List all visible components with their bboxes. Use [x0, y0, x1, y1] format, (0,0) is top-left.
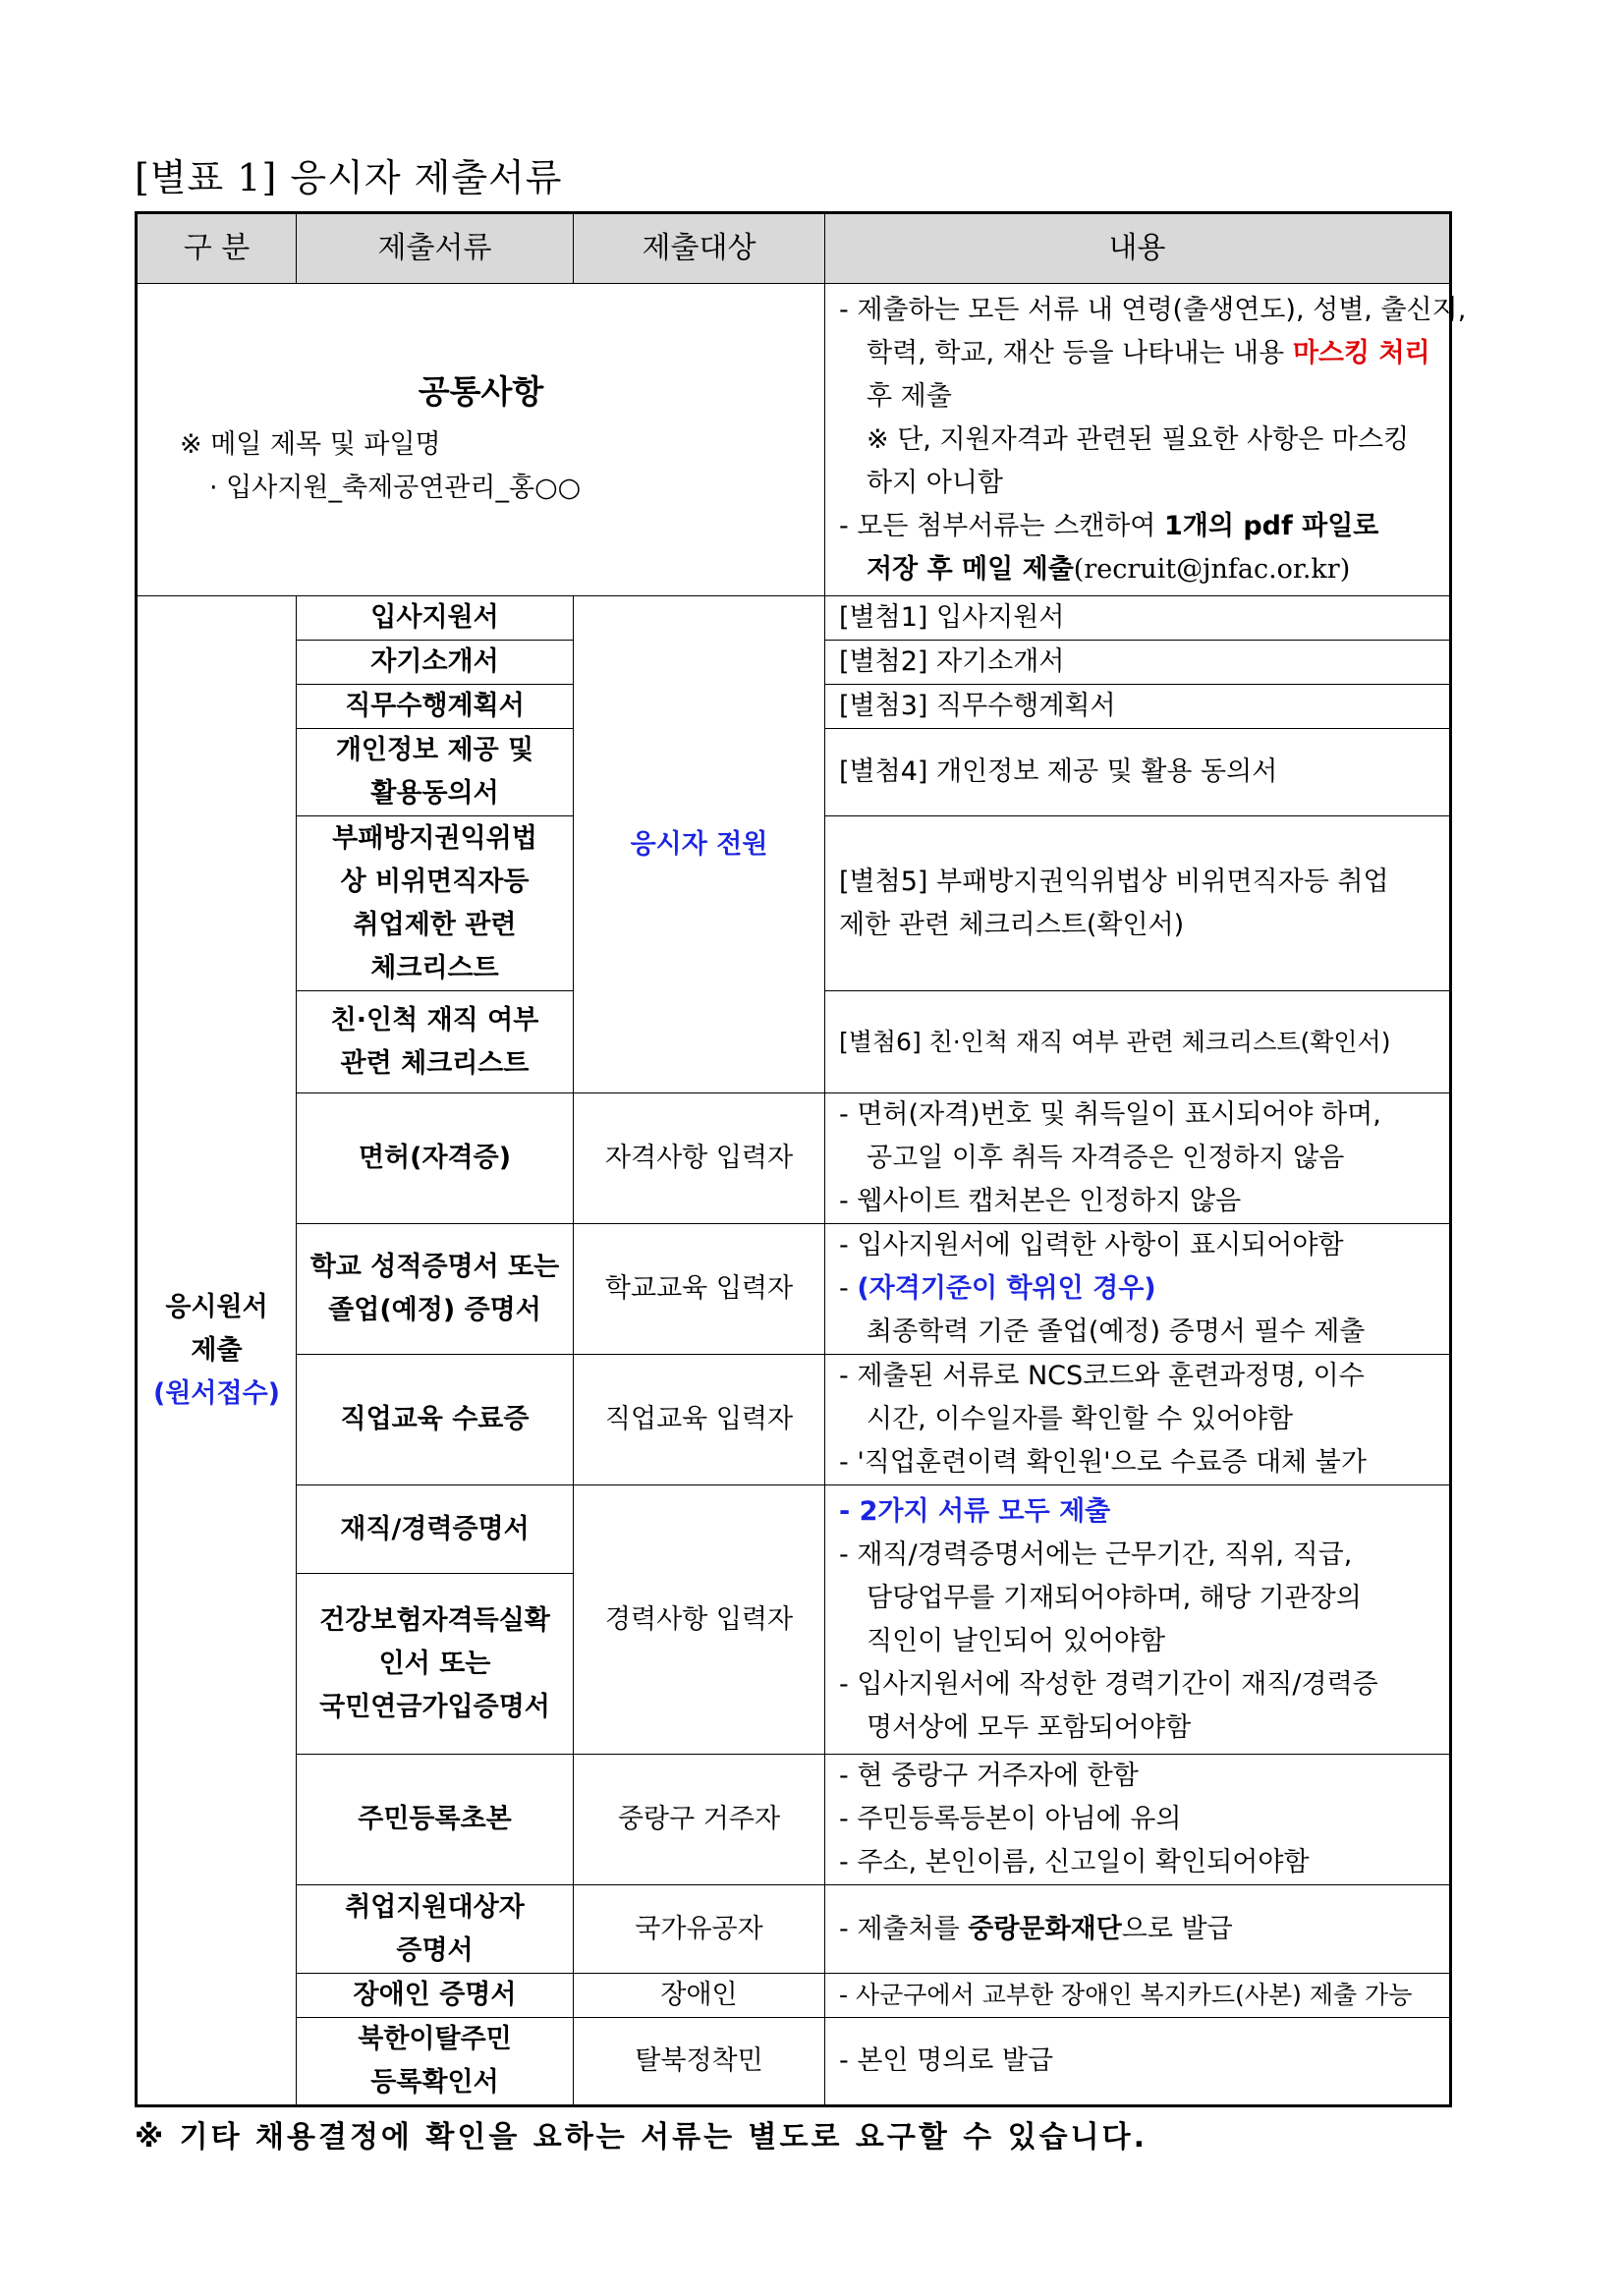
doc-name: 면허(자격증)	[297, 1093, 574, 1224]
common-content-line: 하지 아니함	[867, 467, 1003, 498]
doc-content: [별첨5] 부패방지권익위법상 비위면직자등 취업 제한 관련 체크리스트(확인서)	[825, 816, 1451, 991]
doc-target: 탈북정착민	[574, 2018, 825, 2106]
doc-content: [별첨3] 직무수행계획서	[825, 685, 1451, 729]
doc-name: 친·인척 재직 여부 관련 체크리스트	[297, 991, 574, 1093]
doc-name: 장애인 증명서	[297, 1974, 574, 2018]
doc-target: 중랑구 거주자	[574, 1755, 825, 1885]
common-content-line: - 제출하는 모든 서류 내 연령(출생연도), 성별, 출신지,	[839, 294, 1467, 325]
doc-content: - 면허(자격)번호 및 취득일이 표시되어야 하며, 공고일 이후 취득 자격증은 인정하지 않음 - 웹사이트 캡처본은 인정하지 않음	[825, 1093, 1451, 1224]
doc-content: [별첨2] 자기소개서	[825, 641, 1451, 685]
degree-condition-highlight: (자격기준이 학위인 경우)	[857, 1273, 1156, 1304]
category-label: 제출	[191, 1334, 243, 1366]
header-category: 구 분	[137, 213, 297, 284]
doc-target: 경력사항 입력자	[574, 1485, 825, 1755]
doc-name: 자기소개서	[297, 641, 574, 685]
doc-name: 주민등록초본	[297, 1755, 574, 1885]
doc-target: 학교교육 입력자	[574, 1224, 825, 1355]
doc-name: 직업교육 수료증	[297, 1355, 574, 1485]
table-header-row	[137, 213, 1451, 284]
doc-content: [별첨6] 친·인척 재직 여부 관련 체크리스트(확인서)	[825, 991, 1451, 1093]
common-title: 공통사항	[418, 371, 544, 411]
common-content-line: 학력, 학교, 재산 등을 나타내는 내용 마스킹 처리	[867, 337, 1430, 368]
table-row	[137, 1755, 1451, 1885]
footnote: ※ 기타 채용결정에 확인을 요하는 서류는 별도로 요구할 수 있습니다.	[135, 2120, 1148, 2155]
doc-target: 자격사항 입력자	[574, 1093, 825, 1224]
doc-content: - 제출된 서류로 NCS코드와 훈련과정명, 이수 시간, 이수일자를 확인할 수 있어야함 - '직업훈련이력 확인원'으로 수료증 대체 불가	[825, 1355, 1451, 1485]
both-docs-required-highlight: - 2가지 서류 모두 제출	[839, 1495, 1111, 1527]
common-content-line: 저장 후 메일 제출(recruit@jnfac.or.kr)	[867, 553, 1351, 585]
email-address: (recruit@jnfac.or.kr)	[1073, 553, 1351, 585]
table-row	[137, 1355, 1451, 1485]
common-note-filename: · 입사지원_축제공연관리_홍○○	[209, 472, 582, 503]
target-all-applicants: 응시자 전원	[574, 596, 825, 1093]
doc-target: 국가유공자	[574, 1885, 825, 1974]
doc-content: - 2가지 서류 모두 제출 - 재직/경력증명서에는 근무기간, 직위, 직급, 담당업무를 기재되어야하며, 해당 기관장의 직인이 날인되어 있어야함 - 입사지원서에 작성한 경력기간이 재직/경력증 명서상에 모두 포함되어야함	[825, 1485, 1451, 1755]
common-note-mail: ※ 메일 제목 및 파일명	[180, 428, 441, 460]
masking-highlight: 마스킹 처리	[1292, 337, 1430, 368]
common-content-line: - 모든 첨부서류는 스캔하여 1개의 pdf 파일로	[839, 510, 1379, 541]
doc-name: 건강보험자격득실확 인서 또는 국민연금가입증명서	[297, 1574, 574, 1755]
doc-content: - 본인 명의로 발급	[825, 2018, 1451, 2106]
table-row	[137, 2018, 1451, 2106]
doc-name: 입사지원서	[297, 596, 574, 641]
table-row	[137, 596, 1451, 641]
page-title: [별표 1] 응시자 제출서류	[135, 156, 563, 199]
table-row	[137, 1485, 1451, 1574]
category-label: 응시원서	[165, 1291, 268, 1322]
doc-name: 학교 성적증명서 또는 졸업(예정) 증명서	[297, 1224, 574, 1355]
doc-target: 장애인	[574, 1974, 825, 2018]
doc-name: 직무수행계획서	[297, 685, 574, 729]
doc-name: 북한이탈주민 등록확인서	[297, 2018, 574, 2106]
common-row	[137, 284, 1451, 596]
header-document: 제출서류	[297, 213, 574, 284]
table-row	[137, 1224, 1451, 1355]
doc-name: 개인정보 제공 및 활용동의서	[297, 729, 574, 816]
doc-content: - 입사지원서에 입력한 사항이 표시되어야함 - (자격기준이 학위인 경우) 최종학력 기준 졸업(예정) 증명서 필수 제출	[825, 1224, 1451, 1355]
doc-target: 직업교육 입력자	[574, 1355, 825, 1485]
common-section	[137, 284, 825, 596]
doc-content: - 현 중랑구 거주자에 한함 - 주민등록등본이 아님에 유의 - 주소, 본인이름, 신고일이 확인되어야함	[825, 1755, 1451, 1885]
table-row	[137, 1974, 1451, 2018]
doc-content: - 사군구에서 교부한 장애인 복지카드(사본) 제출 가능	[825, 1974, 1451, 2018]
doc-name: 부패방지권익위법 상 비위면직자등 취업제한 관련 체크리스트	[297, 816, 574, 991]
doc-content: [별첨1] 입사지원서	[825, 596, 1451, 641]
header-target: 제출대상	[574, 213, 825, 284]
category-sublabel: (원서접수)	[152, 1377, 280, 1409]
common-content-line: 후 제출	[867, 380, 952, 412]
table-row	[137, 1885, 1451, 1974]
category-cell	[137, 596, 297, 2106]
doc-content: - 제출처를 중랑문화재단으로 발급	[825, 1885, 1451, 1974]
doc-content: [별첨4] 개인정보 제공 및 활용 동의서	[825, 729, 1451, 816]
submission-documents-table	[135, 211, 1467, 2107]
common-content-line: ※ 단, 지원자격과 관련된 필요한 사항은 마스킹	[867, 423, 1410, 455]
header-content: 내용	[825, 213, 1451, 284]
table-row	[137, 1093, 1451, 1224]
common-content	[825, 284, 1467, 596]
doc-name: 재직/경력증명서	[297, 1485, 574, 1574]
doc-name: 취업지원대상자 증명서	[297, 1885, 574, 1974]
